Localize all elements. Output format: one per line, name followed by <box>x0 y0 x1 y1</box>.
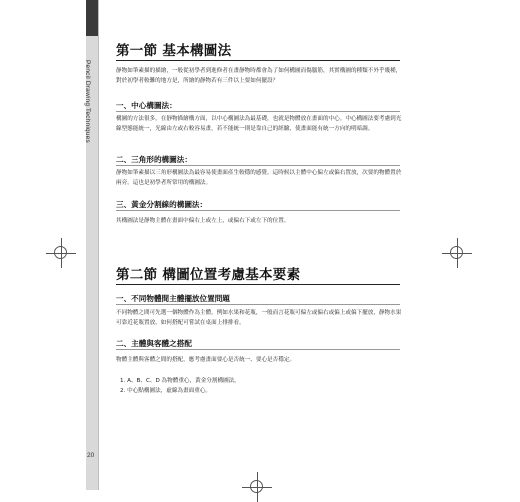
section-2-title: 第二節 構圖位置考慮基本要素 <box>116 267 301 283</box>
section-2-rule <box>116 284 400 285</box>
subsection-1-3-rule <box>116 210 400 211</box>
page-number: 20 <box>87 452 95 459</box>
subsection-1-1-rule <box>116 111 400 112</box>
registration-mark-right <box>448 244 466 262</box>
subsection-1-2-body: 靜物如筆素描以三角形構圖法為最容易使畫面產生較穩的感覺。這時候以主體中心偏左或偏右置放，次要的物體置於兩旁。這也是初學者所常用的構圖法。 <box>116 170 402 186</box>
section-1-intro: 靜物如筆素描的描繪，一般從初學者到進修者在畫靜物時都會為了如何構圖而傷腦筋，其實構圖的種類不外乎幾種，對於初學者較難的地方是，所繪的靜物若有三件以上要如何擺設？ <box>116 68 402 84</box>
subsection-2-1-body: 不同物體之間可先選一個物體作為主體，例如水果和花瓶，一般而言花瓶可偏左或偏右或偏上或偏下擺放，靜物水果可靠近花瓶置放，如何搭配可嘗試在桌面上排排看。 <box>116 310 402 326</box>
subsection-1-1-body: 構圖的方法很多，在靜物描繪構方面，以中心構圖法為最基礎，也就是物體放在畫面的中心。中心構圖法要考慮到光線型態能統一，光線由左或右較容易畫，若不能統一則是靠自己的經驗，使畫面能有統一方向的明暗調。 <box>116 116 402 132</box>
section-1-title: 第一節 基本構圖法 <box>116 43 232 59</box>
subsection-2-2-body: 物體主體與客體之間的搭配，應考慮畫面要心是否統一、要心是否穩定。 <box>116 357 296 363</box>
registration-mark-left <box>52 244 70 262</box>
margin-divider <box>98 0 99 490</box>
list-item-1: 1. A、B、C、D 為物體重心，黃金分割構圖法。 <box>120 378 240 384</box>
subsection-1-3-body: 其構圖法是靜物主體在畫面中偏右上或左上，或偏右下或左下的位置。 <box>116 218 290 224</box>
subsection-1-3-heading: 三、黃金分割線的構圖法： <box>116 200 208 209</box>
subsection-2-2-heading: 二、主體與客體之搭配 <box>116 339 192 348</box>
margin-band-dark <box>86 0 98 36</box>
section-1-rule <box>116 60 400 61</box>
subsection-2-1-rule <box>116 304 400 305</box>
subsection-2-1-heading: 一、不同物體間主體擺放位置問題 <box>116 294 230 303</box>
subsection-1-2-rule <box>116 165 400 166</box>
list-item-2: 2. 中心點構圖法，虛線為畫面重心。 <box>120 388 212 394</box>
subsection-1-2-heading: 二、三角形的構圖法： <box>116 155 192 164</box>
subsection-2-2-rule <box>116 349 400 350</box>
subsection-1-1-heading: 一、中心構圖法： <box>116 101 177 110</box>
registration-mark-bottom <box>248 478 266 496</box>
running-title: Pencil Drawing Techniques <box>84 60 91 143</box>
